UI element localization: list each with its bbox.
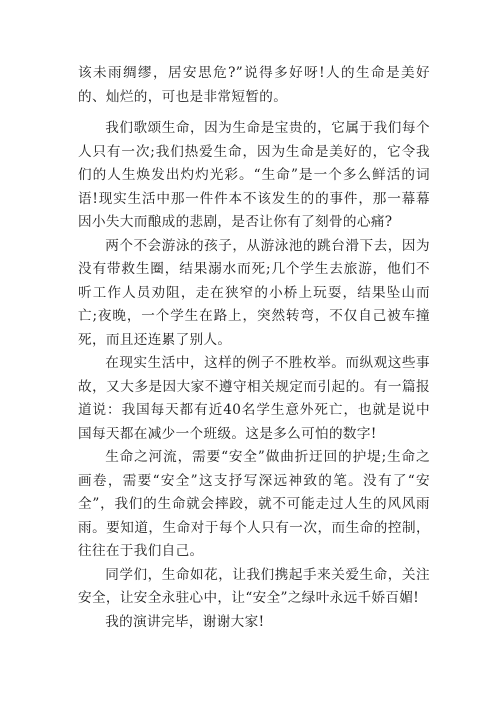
paragraph-praise-life: 我们歌颂生命，因为生命是宝贵的，它属于我们每个人只有一次;我们热爱生命，因为生命是美好的，它令我们的人生焕发出灼灼光彩。“生命”是一个多么鲜活的词语!现实生活中那一件件本不该发生的的事件，那一幕幕因小失大而酿成的悲剧，是否让你有了刻骨的心痛? [78, 120, 430, 230]
speech-body [78, 62, 430, 634]
paragraph-closing: 我的演讲完毕，谢谢大家! [105, 613, 265, 630]
paragraph-call-to-action: 同学们，生命如花，让我们携起手来关爱生命，关注安全，让安全永驻心中，让“安全”之绿叶永远千娇百媚! [78, 566, 430, 606]
paragraph-safety-metaphor: 生命之河流，需要“安全”做曲折迂回的护堤;生命之画卷，需要“安全”这支抒写深远神致的笔。没有了“安全”，我们的生命就会摔跤，就不可能走过人生的风风雨雨。要知道，生命对于每个人只有一次，而生命的控制，往往在于我们自己。 [78, 449, 430, 559]
paragraph-continuation: 该未雨绸缪，居安思危?”说得多好呀!人的生命是美好的、灿烂的，可也是非常短暂的。 [78, 65, 430, 105]
paragraph-statistics: 在现实生活中，这样的例子不胜枚举。而纵观这些事故，又大多是因大家不遵守相关规定而引起的。有一篇报道说：我国每天都有近40名学生意外死亡，也就是说中国每天都在减少一个班级。这是多么可怕的数字! [78, 355, 430, 442]
paragraph-accident-examples: 两个不会游泳的孩子，从游泳池的跳台滑下去，因为没有带救生圈，结果溺水而死;几个学生去旅游，他们不听工作人员劝阻，走在狭窄的小桥上玩耍，结果坠山而亡;夜晚，一个学生在路上，突然转弯，不仅自己被车撞死，而且还连累了别人。 [78, 237, 430, 348]
